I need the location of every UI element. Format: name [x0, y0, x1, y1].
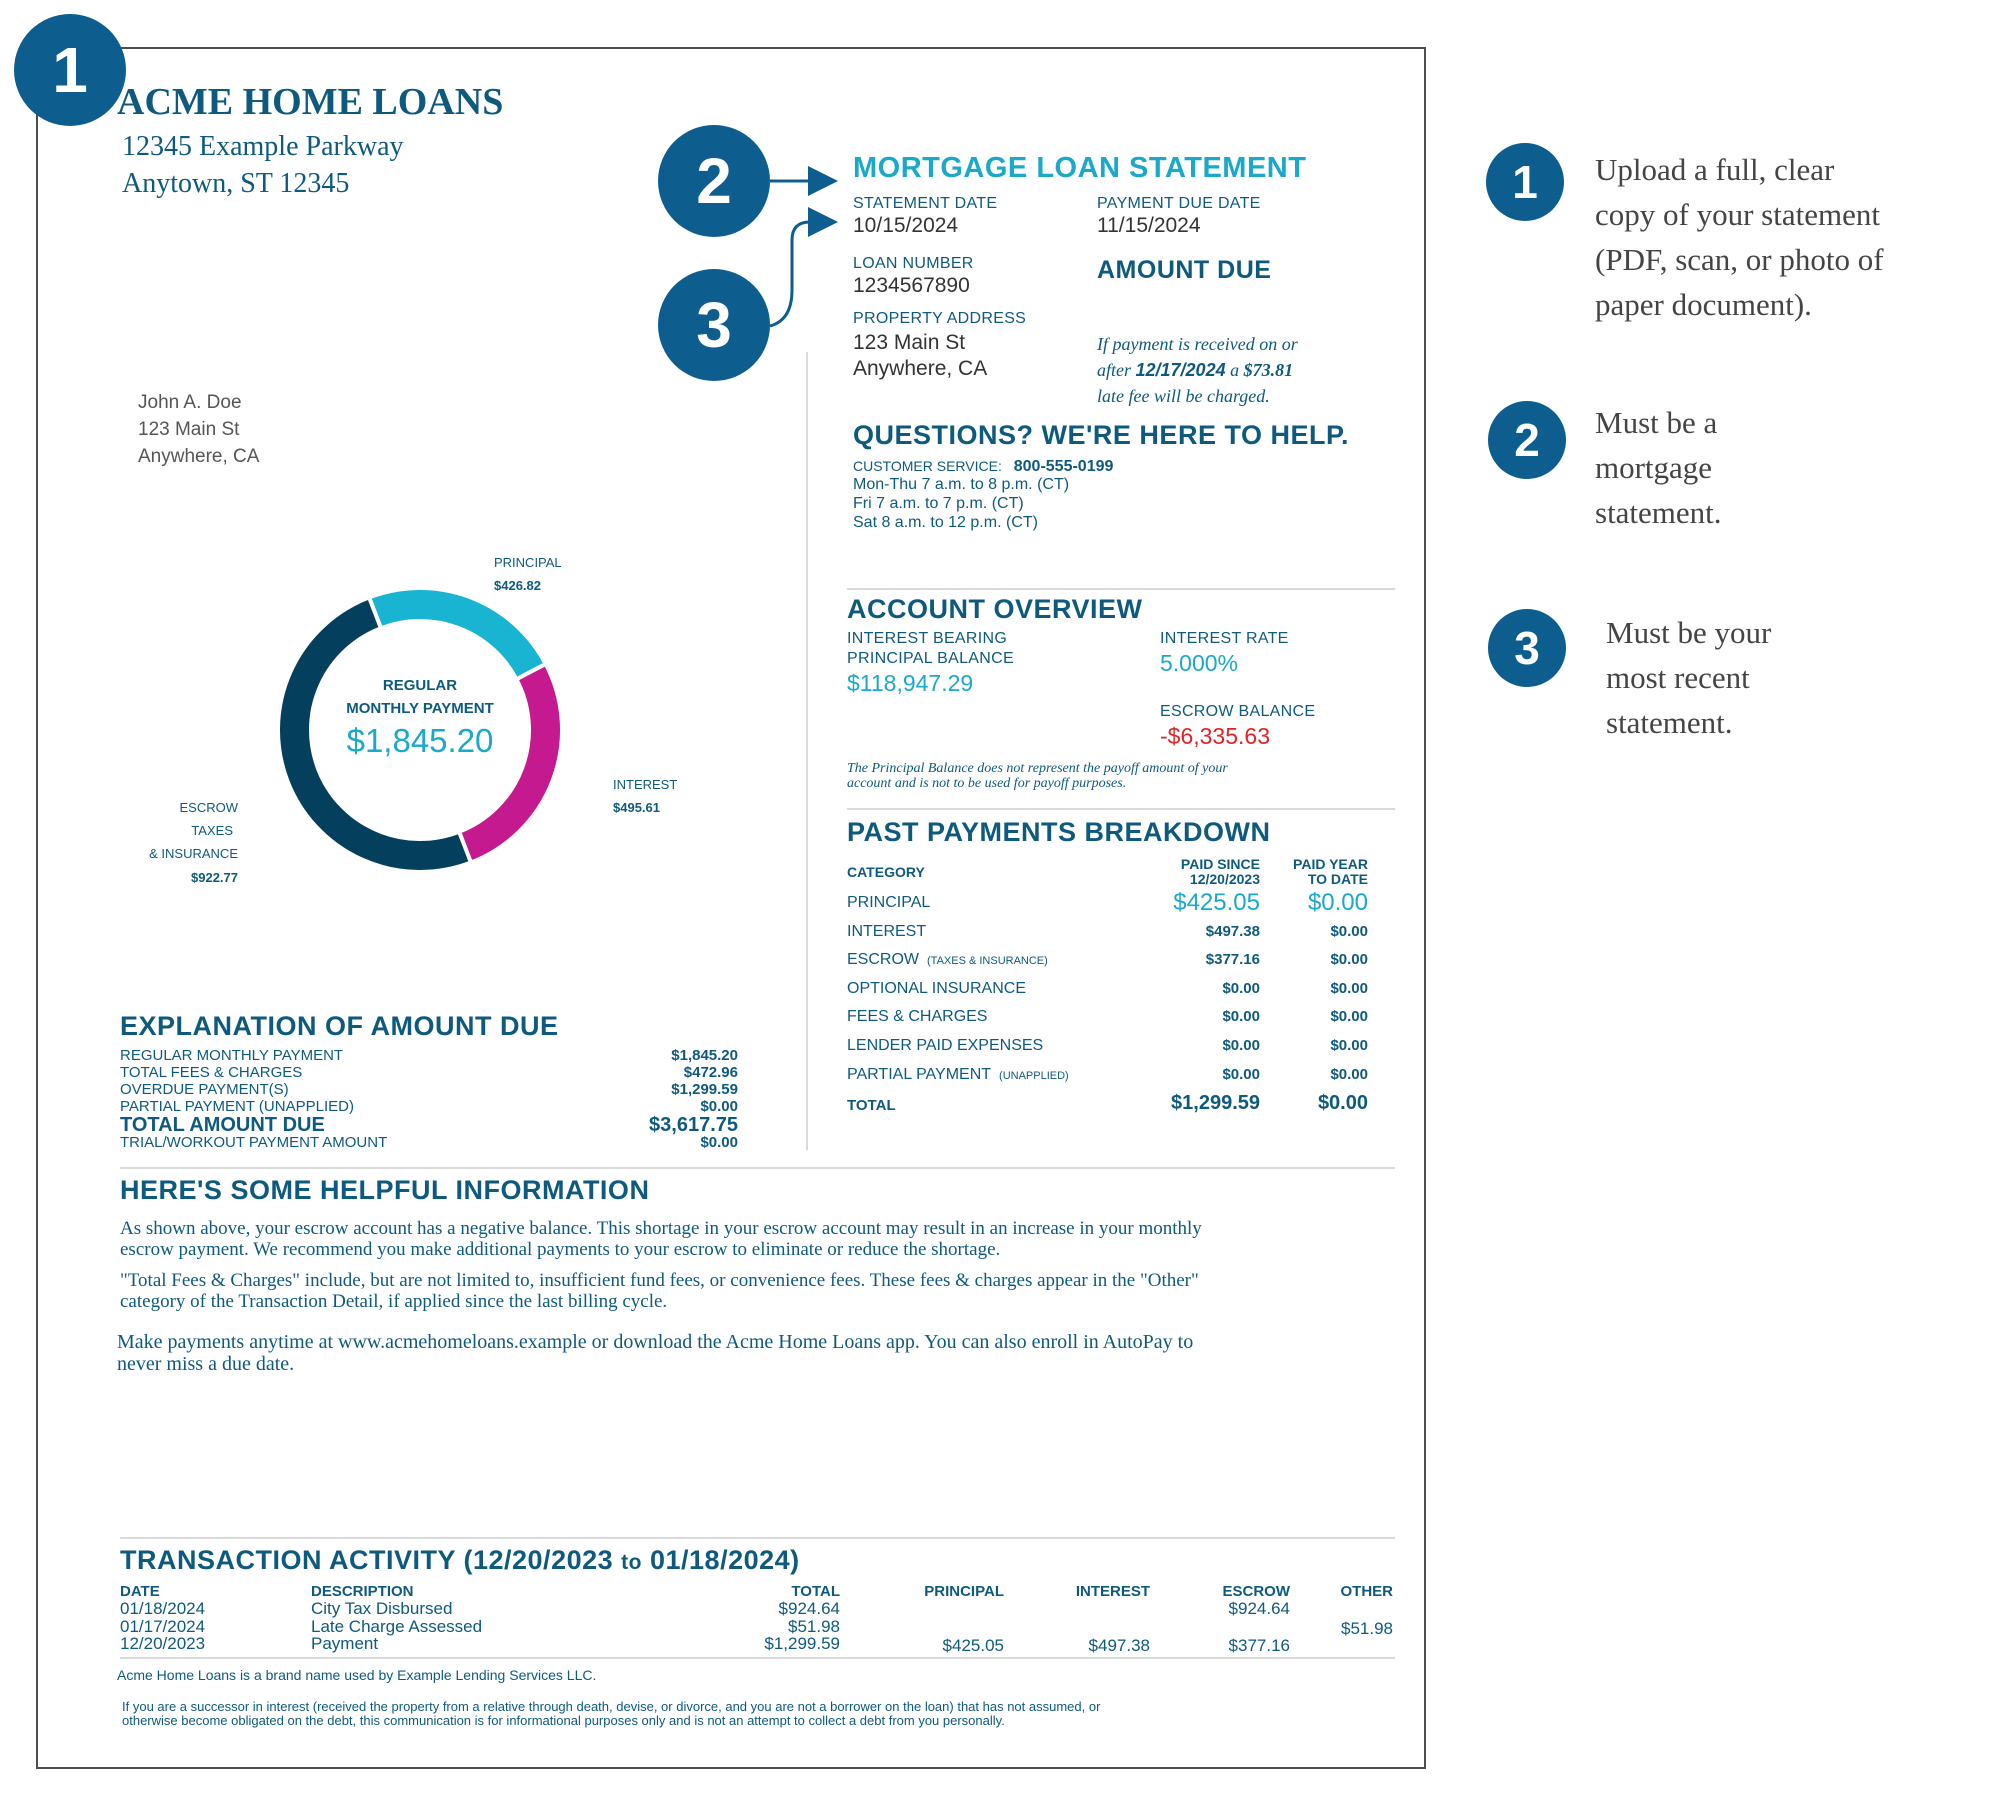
arrow-to-date [770, 222, 832, 326]
info-title: HERE'S SOME HELPFUL INFORMATION [120, 1175, 650, 1205]
borrower-address-line1: 123 Main St [138, 419, 240, 440]
loan-number-label: LOAN NUMBER [853, 255, 974, 272]
past-row-ytd: $0.00 [1307, 889, 1368, 916]
col-paid-ytd: PAID YEAR TO DATE [1293, 856, 1368, 887]
donut-value-interest: $495.61 [613, 800, 660, 815]
past-row-label: FEES & CHARGES [847, 1008, 988, 1026]
past-total-ytd: $0.00 [1317, 1092, 1368, 1114]
statement-date: 10/15/2024 [853, 214, 959, 237]
disclaimer: If you are a successor in interest (received the property from a relative through death, devise, or divorce, and you are not a borrower on the loan) that has not assumed, or otherwise become obligated on the debt, this communication is for informational purposes only and is not an attempt to collect a debt from you personally. [122, 1699, 1101, 1728]
step-text-2: Must be a mortgage statement. [1595, 405, 1722, 530]
loan-number: 1234567890 [853, 274, 970, 297]
hours-line3: Sat 8 a.m. to 12 p.m. (CT) [853, 514, 1038, 531]
step-badge-2: 2 [1488, 401, 1566, 479]
late-fee-line1: If payment is received on or [1097, 334, 1298, 354]
past-row-ytd: $0.00 [1330, 922, 1368, 940]
lender-address-line1: 12345 Example Parkway [122, 131, 404, 162]
past-row-since: $0.00 [1222, 1065, 1260, 1083]
tx-cell-escrow: $924.64 [1228, 1599, 1290, 1618]
past-row-since: $425.05 [1173, 889, 1260, 916]
overview-title: ACCOUNT OVERVIEW [847, 594, 1143, 624]
borrower-address-line2: Anywhere, CA [138, 446, 260, 467]
property-address-label: PROPERTY ADDRESS [853, 310, 1027, 327]
donut-center-label-line2: MONTHLY PAYMENT [346, 700, 494, 717]
step-text-3: Must be your most recent statement. [1606, 615, 1772, 740]
donut-slice-principal [369, 588, 546, 679]
amount-due-label: AMOUNT DUE [1097, 256, 1272, 284]
explanation-row-value: $0.00 [700, 1134, 738, 1151]
explanation-row-value: $1,845.20 [671, 1047, 738, 1064]
past-row-ytd: $0.00 [1330, 1037, 1368, 1054]
customer-service-phone: 800-555-0199 [1013, 458, 1114, 475]
lender-address-line2: Anytown, ST 12345 [122, 168, 350, 199]
lender-name: ACME HOME LOANS [117, 81, 504, 123]
past-row-ytd: $0.00 [1330, 1065, 1368, 1083]
tx-cell-description: Payment [311, 1634, 379, 1653]
late-fee-date: 12/17/2024 [1135, 360, 1226, 380]
tx-cell-total: $924.64 [778, 1599, 840, 1618]
info-paragraph-1: As shown above, your escrow account has a negative balance. This shortage in your escrow account may result in an increase in your monthly escrow payment. We recommend you make additional payments to your escrow to eliminate or reduce the shortage. [120, 1218, 1202, 1260]
tx-header-escrow: ESCROW [1222, 1583, 1290, 1600]
callout-badge-1: 1 [14, 14, 126, 126]
ipb-label-line1: INTEREST BEARING [847, 630, 1008, 647]
donut-center-value: $1,845.20 [346, 722, 494, 759]
info-paragraph-3: Make payments anytime at www.acmehomeloans.example or download the Acme Home Loans app. You can also enroll in AutoPay to never miss a due date. [117, 1331, 1194, 1375]
explanation-row-label: OVERDUE PAYMENT(S) [120, 1081, 289, 1098]
escrow-balance-label: ESCROW BALANCE [1160, 703, 1316, 720]
col-category: CATEGORY [847, 864, 925, 880]
overview-note-line2: account and is not to be used for payoff purposes. [847, 776, 1127, 791]
explanation-row-value: $0.00 [700, 1098, 738, 1115]
explanation-row-label: TOTAL FEES & CHARGES [120, 1064, 303, 1081]
callout-badge-3: 3 [658, 269, 770, 381]
tx-header-interest: INTEREST [1075, 1583, 1150, 1600]
donut-label-escrow-line3: & INSURANCE [149, 846, 238, 861]
hours-line1: Mon-Thu 7 a.m. to 8 p.m. (CT) [853, 476, 1070, 493]
past-row-label: ESCROW (TAXES & INSURANCE) [847, 951, 1048, 969]
customer-service-label: CUSTOMER SERVICE: [853, 458, 1002, 474]
hours-line2: Fri 7 a.m. to 7 p.m. (CT) [853, 495, 1024, 512]
past-row-since: $0.00 [1222, 979, 1260, 997]
step-badge-1: 1 [1486, 143, 1564, 221]
donut-label-escrow-line2: TAXES [191, 823, 233, 838]
tx-cell-escrow: $377.16 [1228, 1636, 1290, 1655]
donut-value-escrow: $922.77 [191, 870, 238, 885]
past-row-label: PARTIAL PAYMENT (UNAPPLIED) [847, 1065, 1069, 1083]
property-address-line2: Anywhere, CA [853, 357, 988, 380]
tx-header-total: TOTAL [791, 1583, 840, 1600]
explanation-title: EXPLANATION OF AMOUNT DUE [120, 1011, 559, 1041]
tx-cell-other: $51.98 [1341, 1618, 1393, 1638]
interest-rate-label: INTEREST RATE [1160, 630, 1289, 647]
tx-cell-date: 01/18/2024 [120, 1599, 206, 1618]
ipb-label-line2: PRINCIPAL BALANCE [847, 650, 1014, 667]
borrower-name: John A. Doe [138, 392, 242, 413]
ipb-value: $118,947.29 [847, 670, 974, 696]
statement-date-label: STATEMENT DATE [853, 195, 998, 212]
explanation-row-value: $1,299.59 [671, 1081, 738, 1098]
help-title: QUESTIONS? WE'RE HERE TO HELP. [853, 420, 1349, 450]
payment-due-date: 11/15/2024 [1097, 214, 1201, 237]
past-row-label: PRINCIPAL [847, 894, 931, 911]
statement-title: MORTGAGE LOAN STATEMENT [853, 152, 1307, 184]
customer-service-line [853, 458, 1113, 476]
past-row-since: $0.00 [1222, 1008, 1260, 1026]
explanation-row-label: PARTIAL PAYMENT (UNAPPLIED) [120, 1098, 354, 1115]
explanation-row-value: $472.96 [683, 1064, 738, 1081]
past-total-since: $1,299.59 [1171, 1092, 1260, 1114]
tx-header-principal: PRINCIPAL [924, 1583, 1004, 1600]
step-text-1: Upload a full, clear copy of your statement (PDF, scan, or photo of paper document). [1595, 152, 1884, 322]
donut-label-interest: INTEREST [613, 777, 678, 792]
late-fee-line3: late fee will be charged. [1097, 386, 1270, 406]
past-row-label: OPTIONAL INSURANCE [847, 979, 1026, 997]
past-payments-title: PAST PAYMENTS BREAKDOWN [847, 817, 1271, 847]
past-row-ytd: $0.00 [1330, 1008, 1368, 1026]
late-fee-amount: $73.81 [1243, 360, 1294, 380]
transactions-title: TRANSACTION ACTIVITY (12/20/2023 to 01/18/2024) [120, 1545, 800, 1575]
tx-cell-date: 12/20/2023 [120, 1634, 206, 1653]
past-row-since: $0.00 [1222, 1037, 1260, 1054]
past-row-label: LENDER PAID EXPENSES [847, 1037, 1044, 1054]
explanation-row-label: TOTAL AMOUNT DUE [120, 1114, 325, 1136]
tx-cell-total: $1,299.59 [764, 1634, 840, 1653]
tx-cell-description: City Tax Disbursed [311, 1599, 453, 1618]
explanation-row-label: TRIAL/WORKOUT PAYMENT AMOUNT [120, 1134, 388, 1151]
donut-value-principal: $426.82 [494, 578, 541, 593]
tx-header-description: DESCRIPTION [311, 1583, 414, 1600]
explanation-row-label: REGULAR MONTHLY PAYMENT [120, 1047, 344, 1064]
past-row-since: $377.16 [1205, 951, 1260, 969]
payment-due-date-label: PAYMENT DUE DATE [1097, 195, 1261, 212]
tx-header-date: DATE [120, 1583, 160, 1600]
tx-cell-principal: $425.05 [942, 1636, 1004, 1655]
interest-rate-value: 5.000% [1160, 650, 1239, 676]
step-badge-3: 3 [1488, 609, 1566, 687]
tx-header-other: OTHER [1340, 1583, 1393, 1600]
past-row-since: $497.38 [1205, 922, 1260, 940]
overview-note-line1: The Principal Balance does not represent the payoff amount of your [847, 761, 1228, 776]
info-paragraph-2: "Total Fees & Charges" include, but are not limited to, insufficient fund fees, or convenience fees. These fees & charges appear in the "Other" category of the Transaction Detail, if applied since the last billing cycle. [120, 1270, 1199, 1312]
property-address-line1: 123 Main St [853, 331, 966, 354]
donut-label-escrow-line1: ESCROW [179, 800, 238, 815]
tx-cell-description: Late Charge Assessed [311, 1616, 483, 1636]
donut-center-label-line1: REGULAR [382, 677, 458, 694]
past-row-label: INTEREST [847, 922, 927, 940]
explanation-row-value: $3,617.75 [649, 1114, 738, 1136]
tx-cell-total: $51.98 [788, 1616, 840, 1636]
callout-badge-2: 2 [658, 125, 770, 237]
brand-note: Acme Home Loans is a brand name used by Example Lending Services LLC. [117, 1667, 597, 1683]
tx-cell-interest: $497.38 [1088, 1636, 1150, 1655]
donut-label-principal: PRINCIPAL [494, 555, 562, 570]
late-fee-line2: after 12/17/2024 a $73.81 [1097, 360, 1294, 380]
tx-cell-date: 01/17/2024 [120, 1616, 206, 1636]
col-paid-since: PAID SINCE 12/20/2023 [1180, 856, 1260, 887]
past-row-ytd: $0.00 [1330, 979, 1368, 997]
past-row-ytd: $0.00 [1330, 951, 1368, 969]
escrow-balance-value: -$6,335.63 [1160, 723, 1270, 749]
past-total-label: TOTAL [847, 1097, 896, 1114]
